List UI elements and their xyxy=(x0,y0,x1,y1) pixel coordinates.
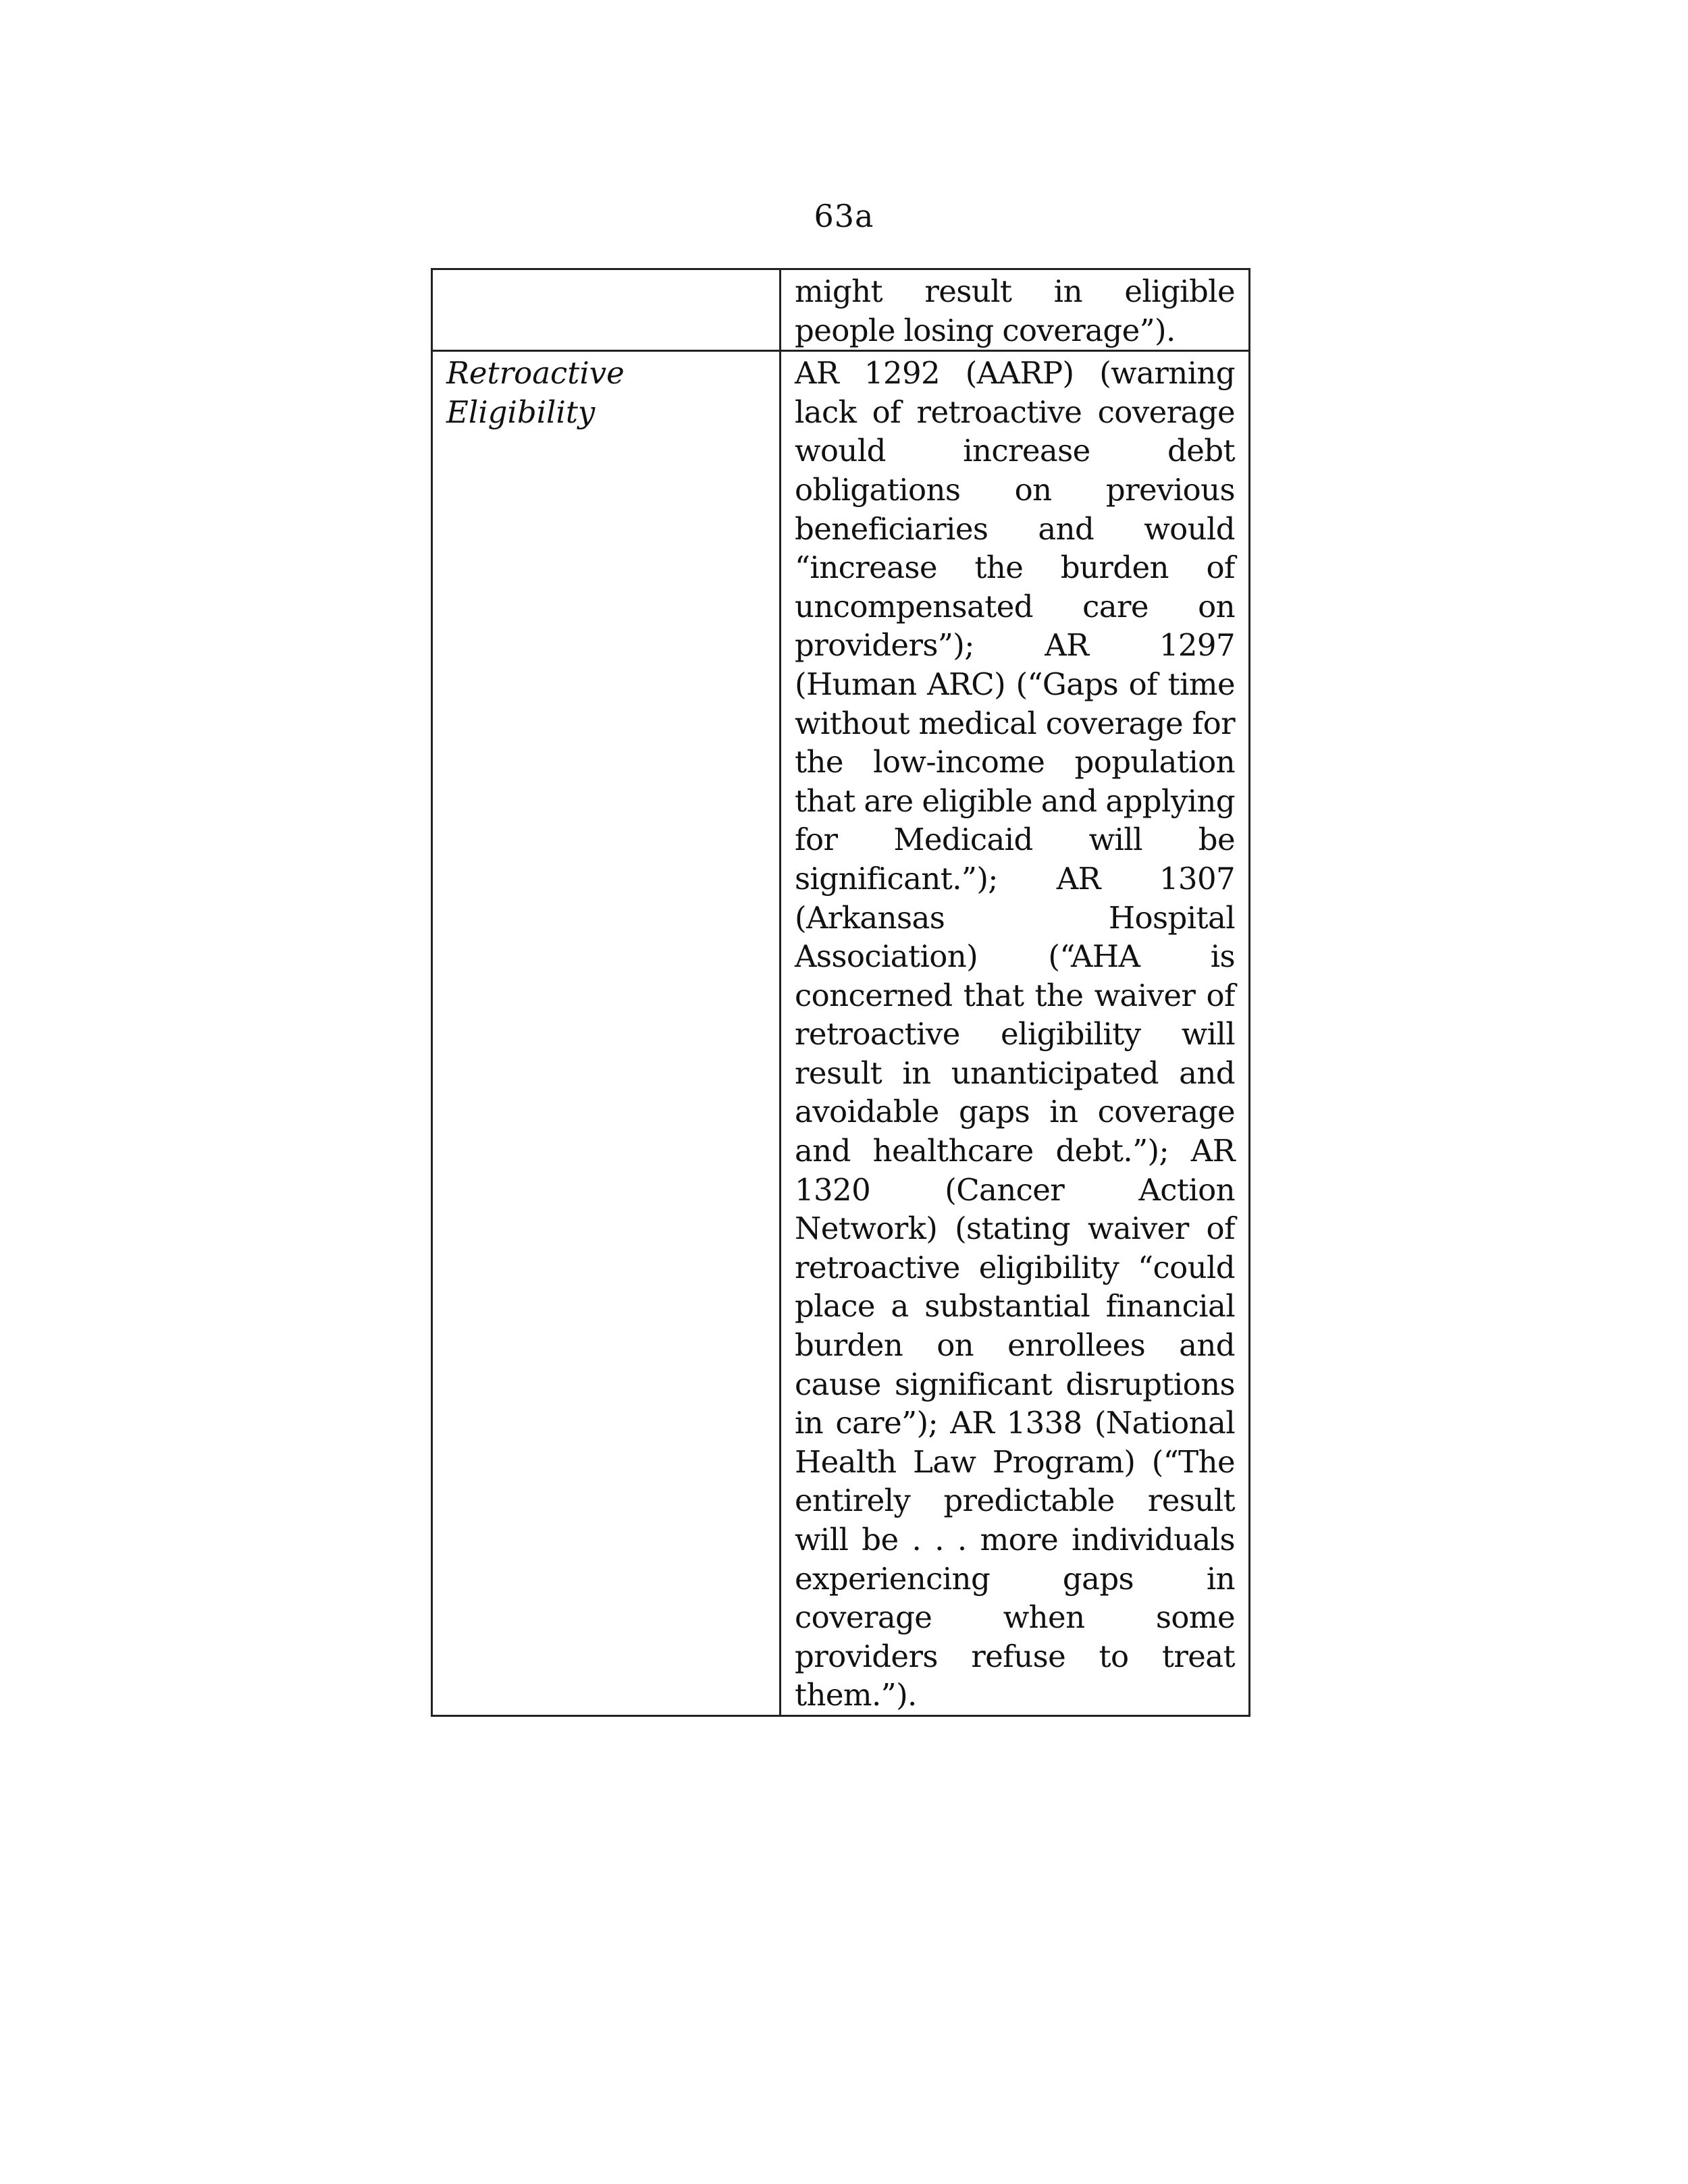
table-row xyxy=(432,351,1250,1716)
comments-table xyxy=(431,268,1250,1717)
page-number: 63a xyxy=(814,198,874,234)
row-label-line: Retroactive xyxy=(446,355,625,392)
row-text-cell: might result in eligible people losing coverage”). xyxy=(781,269,1250,351)
row-label-line: Eligibility xyxy=(446,394,596,430)
row-text-cell: AR 1292 (AARP) (warning lack of retroactive coverage would increase debt obligations on previous beneficiaries and would “increase the burden of uncompensated care on providers”); AR 1297 (Human ARC) (“Gaps of time without medical coverage for the low-income population that are eligible and applying for Medicaid will be significant.”); AR 1307 (Arkansas Hospital Association) (“AHA is concerned that the waiver of retroactive eligibility will result in unanticipated and avoidable gaps in coverage and healthcare debt.”); AR 1320 (Cancer Action Network) (stating waiver of retroactive eligibility “could place a substantial financial burden on enrollees and cause significant disruptions in care”); AR 1338 (National Health Law Program) (“The entirely predictable result will be . . . more individuals experiencing gaps in coverage when some providers refuse to treat them.”). xyxy=(781,351,1250,1716)
row-label-cell xyxy=(432,269,781,351)
table-row xyxy=(432,269,1250,351)
row-label-cell xyxy=(432,351,781,1716)
